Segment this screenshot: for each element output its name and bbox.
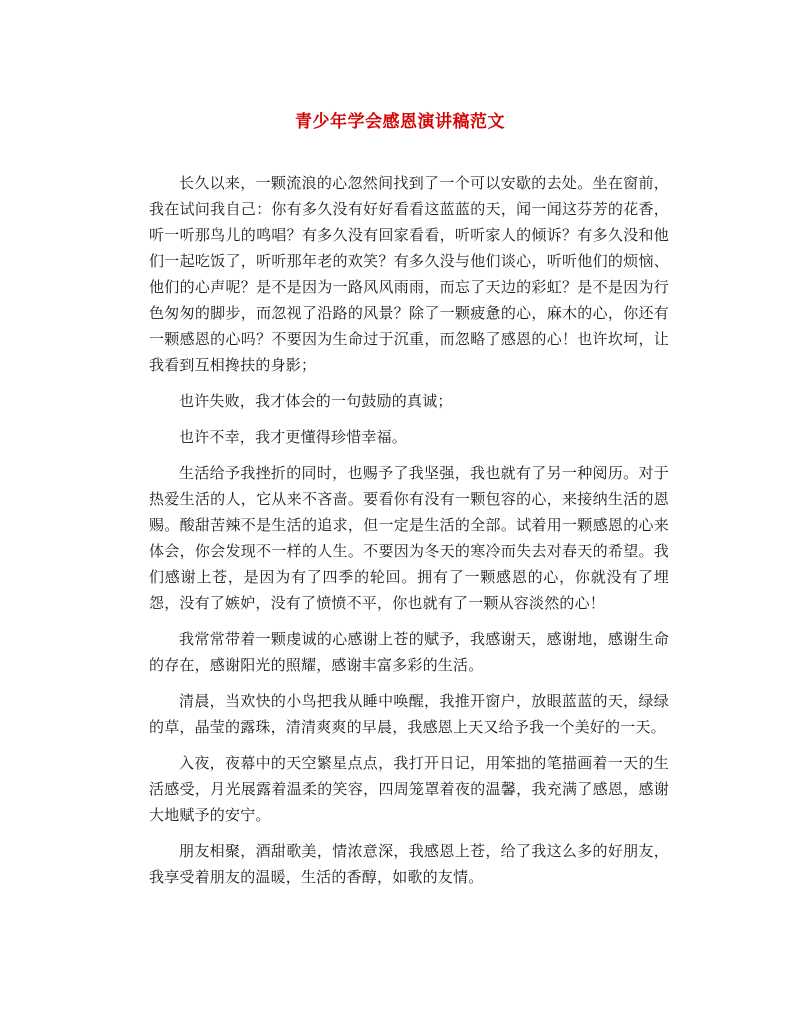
paragraph: 也许失败，我才体会的一句鼓励的真诚；	[179, 392, 453, 410]
paragraph: 也许不幸，我才更懂得珍惜幸福。	[179, 428, 408, 446]
paragraph: 我常常带着一颗虔诚的心感谢上苍的赋予，我感谢天，感谢地，感谢生命的存在，感谢阳光的照耀，感谢丰富多彩的生活。	[149, 630, 669, 674]
paragraph: 清晨，当欢快的小鸟把我从睡中唤醒，我推开窗户，放眼蓝蓝的天，绿绿的草，晶莹的露珠，清清爽爽的早晨，我感恩上天又给予我一个美好的一天。	[149, 692, 669, 736]
document-body	[149, 170, 669, 900]
paragraph: 生活给予我挫折的同时，也赐予了我坚强，我也就有了另一种阅历。对于热爱生活的人，它从来不吝啬。要看你有没有一颗包容的心，来接纳生活的恩赐。酸甜苦辣不是生活的追求，但一定是生活的全部。试着用一颗感恩的心来体会，你会发现不一样的人生。不要因为冬天的寒冷而失去对春天的希望。我们感谢上苍，是因为有了四季的轮回。拥有了一颗感恩的心，你就没有了埋怨，没有了嫉妒，没有了愤愤不平，你也就有了一颗从容淡然的心！	[149, 464, 669, 612]
paragraph: 入夜，夜幕中的天空繁星点点，我打开日记，用笨拙的笔描画着一天的生活感受，月光展露着温柔的笑容，四周笼罩着夜的温馨，我充满了感恩，感谢大地赋予的安宁。	[149, 754, 669, 824]
document-title: 青少年学会感恩演讲稿范文	[295, 112, 505, 132]
paragraph: 朋友相聚，酒甜歌美，情浓意深，我感恩上苍，给了我这么多的好朋友，我享受着朋友的温暖，生活的香醇，如歌的友情。	[149, 842, 669, 886]
paragraph: 长久以来，一颗流浪的心忽然间找到了一个可以安歇的去处。坐在窗前，我在试问我自己：你有多久没有好好看看这蓝蓝的天，闻一闻这芬芳的花香，听一听那鸟儿的鸣唱？有多久没有回家看看，听听家人的倾诉？有多久没和他们一起吃饭了，听听那年老的欢笑？有多久没与他们谈心，听听他们的烦恼、他们的心声呢？是不是因为一路风风雨雨，而忘了天边的彩虹？是不是因为行色匆匆的脚步，而忽视了沿路的风景？除了一颗疲惫的心，麻木的心，你还有一颗感恩的心吗？不要因为生命过于沉重，而忽略了感恩的心！也许坎坷，让我看到互相搀扶的身影；	[149, 174, 669, 374]
